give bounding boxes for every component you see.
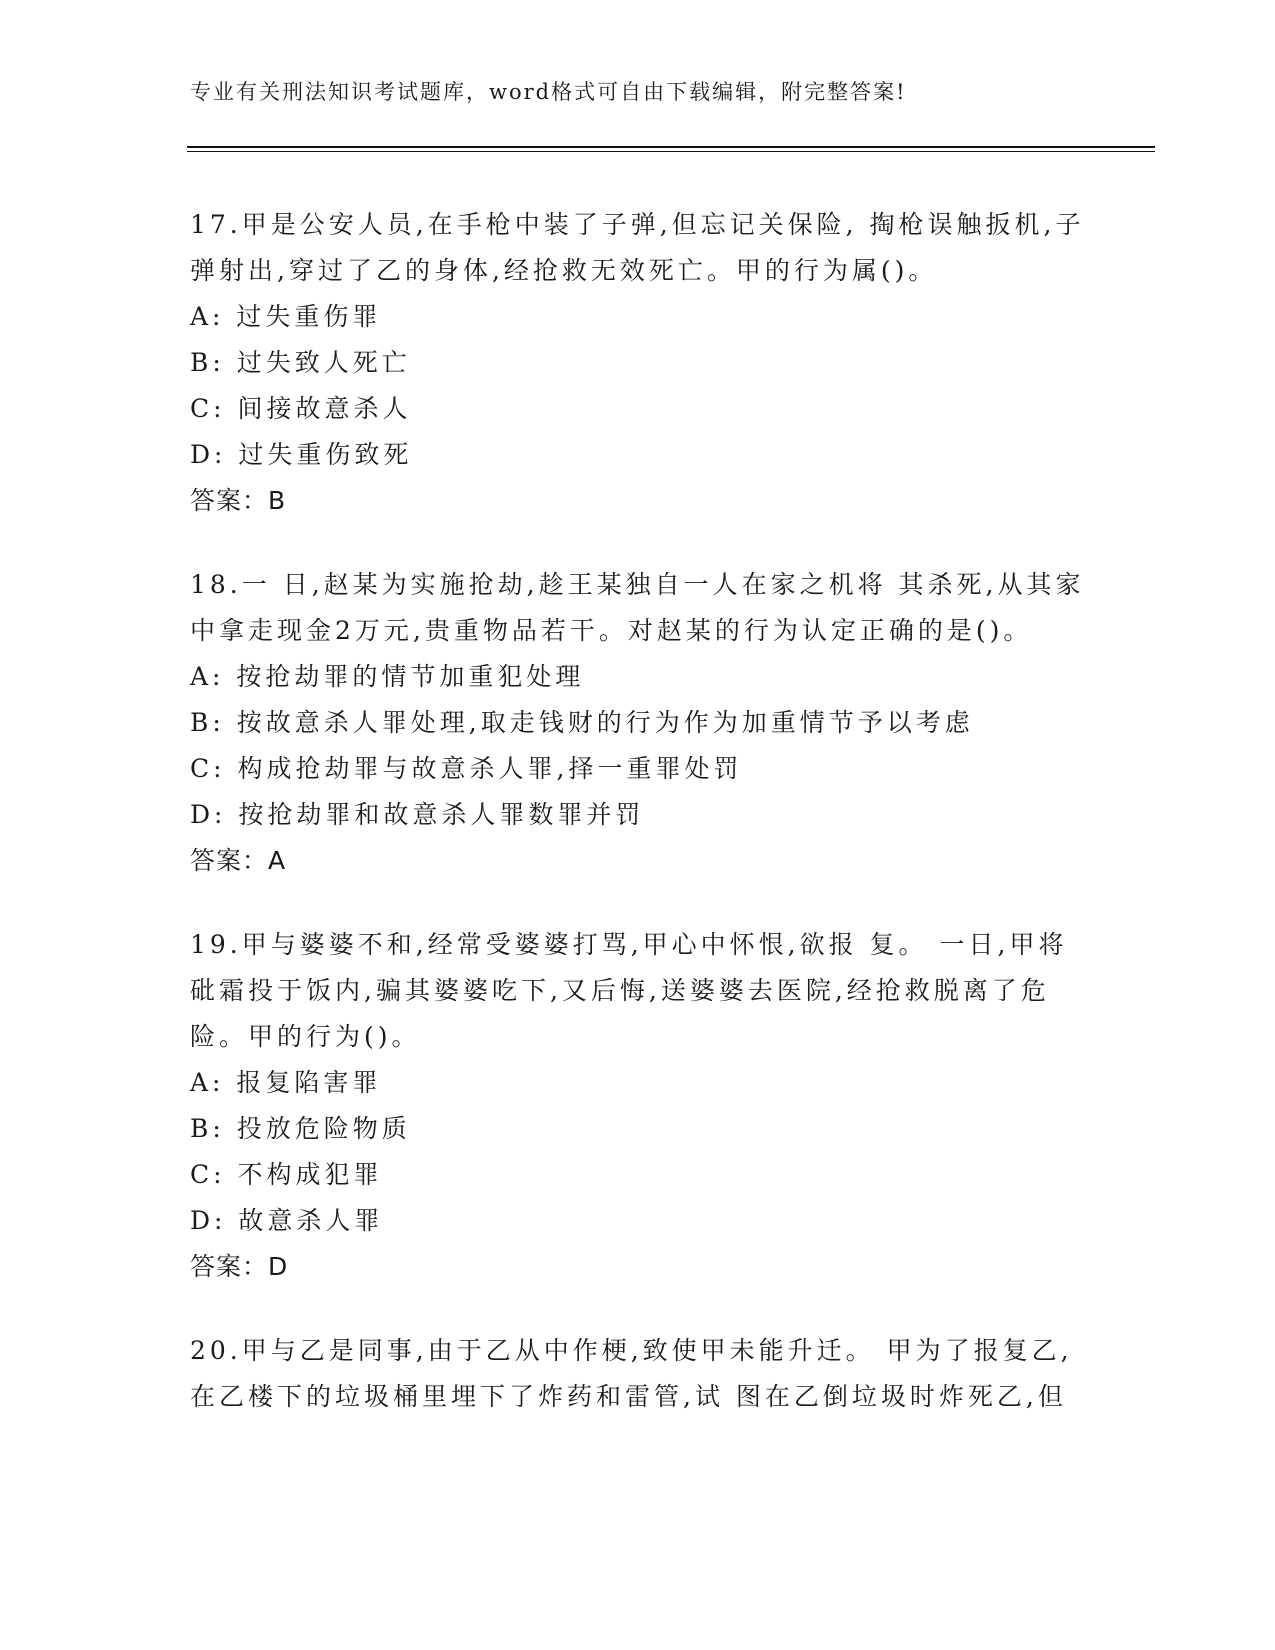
question-18 bbox=[190, 562, 1090, 884]
question-text: 20.甲与乙是同事,由于乙从中作梗,致使甲未能升迁。 甲为了报复乙,在乙楼下的垃圾桶里埋下了炸药和雷管,试 图在乙倒垃圾时炸死乙,但 bbox=[190, 1336, 1073, 1411]
question-17 bbox=[190, 202, 1090, 524]
option-b: B: 按故意杀人罪处理,取走钱财的行为作为加重情节予以考虑 bbox=[190, 708, 974, 737]
header-text: 专业有关刑法知识考试题库，word格式可自由下载编辑，附完整答案! bbox=[190, 80, 907, 104]
option-d: D: 按抢劫罪和故意杀人罪数罪并罚 bbox=[190, 800, 645, 829]
answer-label: 答案：B bbox=[190, 486, 287, 515]
header-divider-thin bbox=[187, 151, 1155, 152]
question-19 bbox=[190, 922, 1090, 1290]
question-text: 19.甲与婆婆不和,经常受婆婆打骂,甲心中怀恨,欲报 复。 一日,甲将砒霜投于饭内,骗其婆婆吃下,又后悔,送婆婆去医院,经抢救脱离了危险。甲的行为()。 bbox=[190, 930, 1068, 1051]
question-text: 18.一 日,赵某为实施抢劫,趁王某独自一人在家之机将 其杀死,从其家中拿走现金2万元,贵重物品若干。对赵某的行为认定正确的是()。 bbox=[190, 570, 1085, 645]
option-c: C: 构成抢劫罪与故意杀人罪,择一重罪处罚 bbox=[190, 754, 743, 783]
header-divider bbox=[187, 146, 1155, 148]
option-b: B: 过失致人死亡 bbox=[190, 348, 411, 377]
option-c: C: 不构成犯罪 bbox=[190, 1160, 383, 1189]
option-d: D: 故意杀人罪 bbox=[190, 1206, 384, 1235]
question-list bbox=[190, 202, 1090, 1458]
question-text: 17.甲是公安人员,在手枪中装了子弹,但忘记关保险, 掏枪误触扳机,子弹射出,穿过了乙的身体,经抢救无效死亡。甲的行为属()。 bbox=[190, 210, 1085, 285]
option-c: C: 间接故意杀人 bbox=[190, 394, 412, 423]
option-d: D: 过失重伤致死 bbox=[190, 440, 413, 469]
option-a: A: 过失重伤罪 bbox=[190, 302, 382, 331]
option-a: A: 报复陷害罪 bbox=[190, 1068, 382, 1097]
question-20 bbox=[190, 1328, 1090, 1420]
answer-label: 答案：A bbox=[190, 846, 287, 875]
option-b: B: 投放危险物质 bbox=[190, 1114, 411, 1143]
option-a: A: 按抢劫罪的情节加重犯处理 bbox=[190, 662, 585, 691]
answer-label: 答案：D bbox=[190, 1252, 289, 1281]
